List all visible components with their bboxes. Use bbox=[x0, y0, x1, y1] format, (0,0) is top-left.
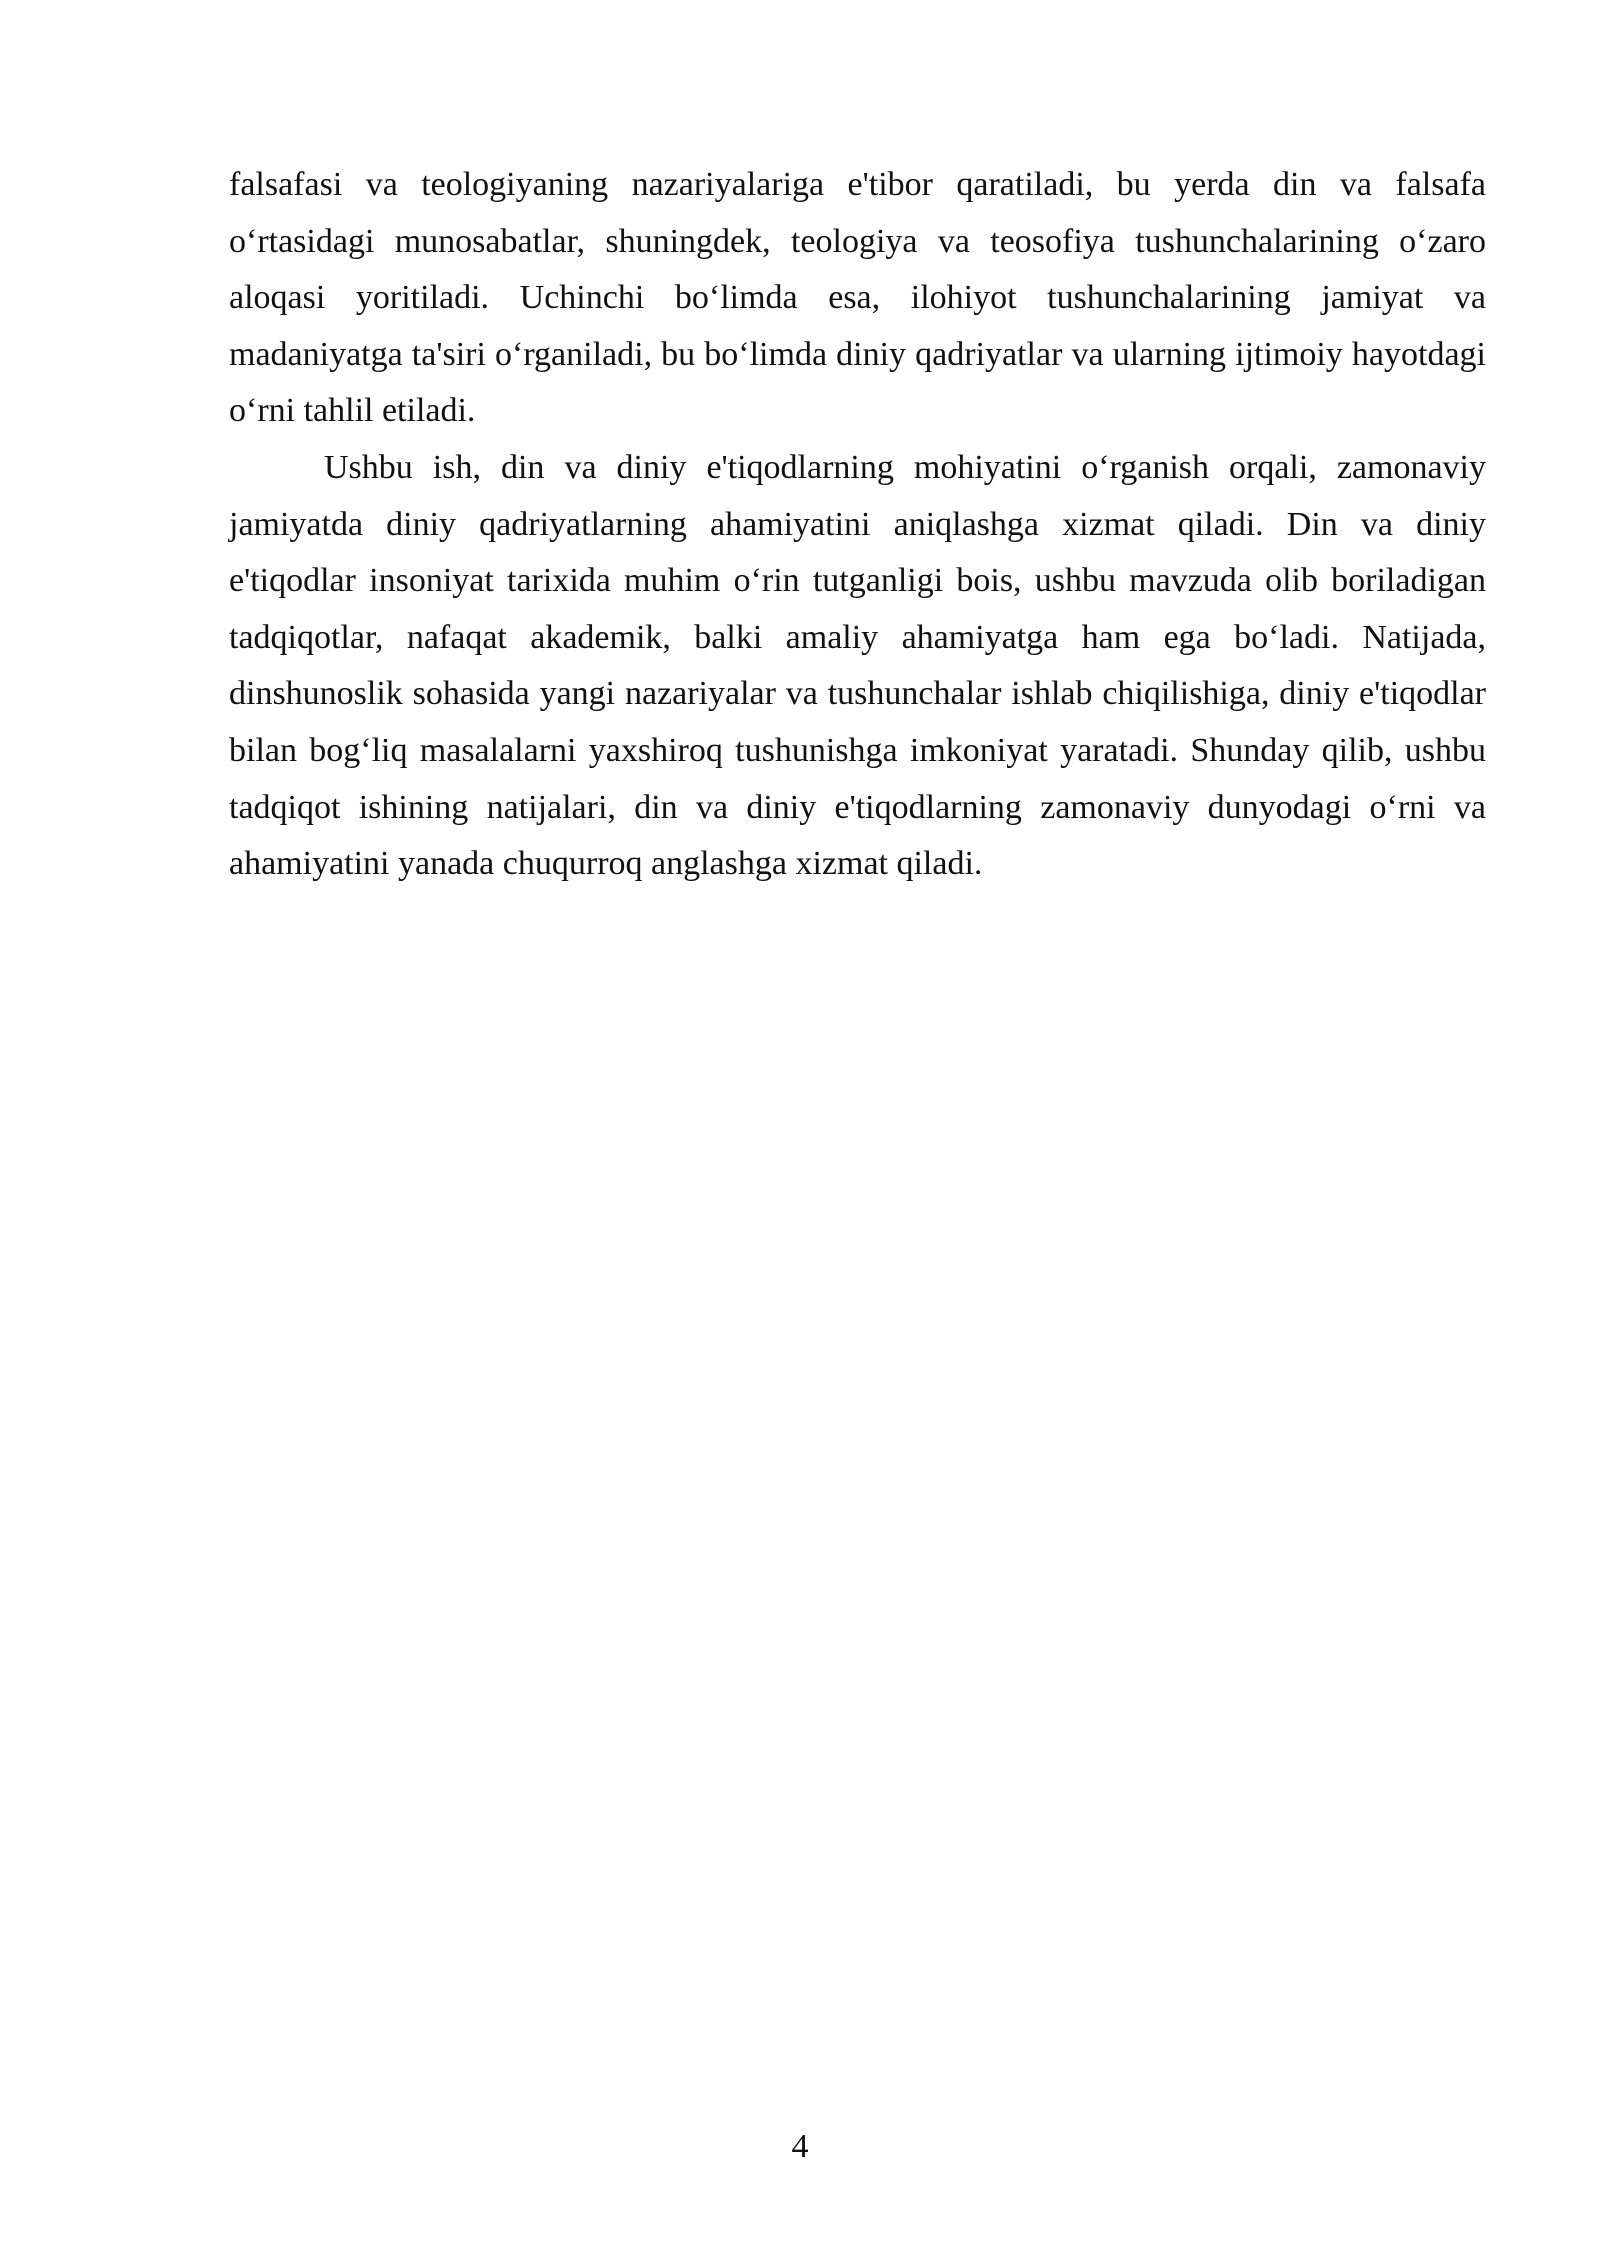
page-number: 4 bbox=[791, 2128, 809, 2165]
paragraph-conclusion: Ushbu ish, din va diniy e'tiqodlarning mohiyatini o‘rganish orqali, zamonaviy jamiyatda diniy qadriyatlarning ahamiyatini aniqlashga xizmat qiladi. Din va diniy e'tiqodlar insoniyat tarixida muhim o‘rin tutganligi bois, ushbu mavzuda olib boriladigan tadqiqotlar, nafaqat akademik, balki amaliy ahamiyatga ham ega bo‘ladi. Natijada, dinshunoslik sohasida yangi nazariyalar va tushunchalar ishlab chiqilishiga, diniy e'tiqodlar bilan bog‘liq masalalarni yaxshiroq tushunishga imkoniyat yaratadi. Shunday qilib, ushbu tadqiqot ishining natijalari, din va diniy e'tiqodlarning zamonaviy dunyodagi o‘rni va ahamiyatini yanada chuqurroq anglashga xizmat qiladi. bbox=[229, 448, 1486, 883]
paragraph-continuation: falsafasi va teologiyaning nazariyalariga e'tibor qaratiladi, bu yerda din va falsafa o‘rtasidagi munosabatlar, shuningdek, teologiya va teosofiya tushunchalarining o‘zaro aloqasi yoritiladi. Uchinchi bo‘limda esa, ilohiyot tushunchalarining jamiyat va madaniyatga ta'siri o‘rganiladi, bu bo‘limda diniy qadriyatlar va ularning ijtimoiy hayotdagi o‘rni tahlil etiladi. bbox=[229, 166, 1486, 430]
page-body bbox=[229, 157, 1486, 893]
